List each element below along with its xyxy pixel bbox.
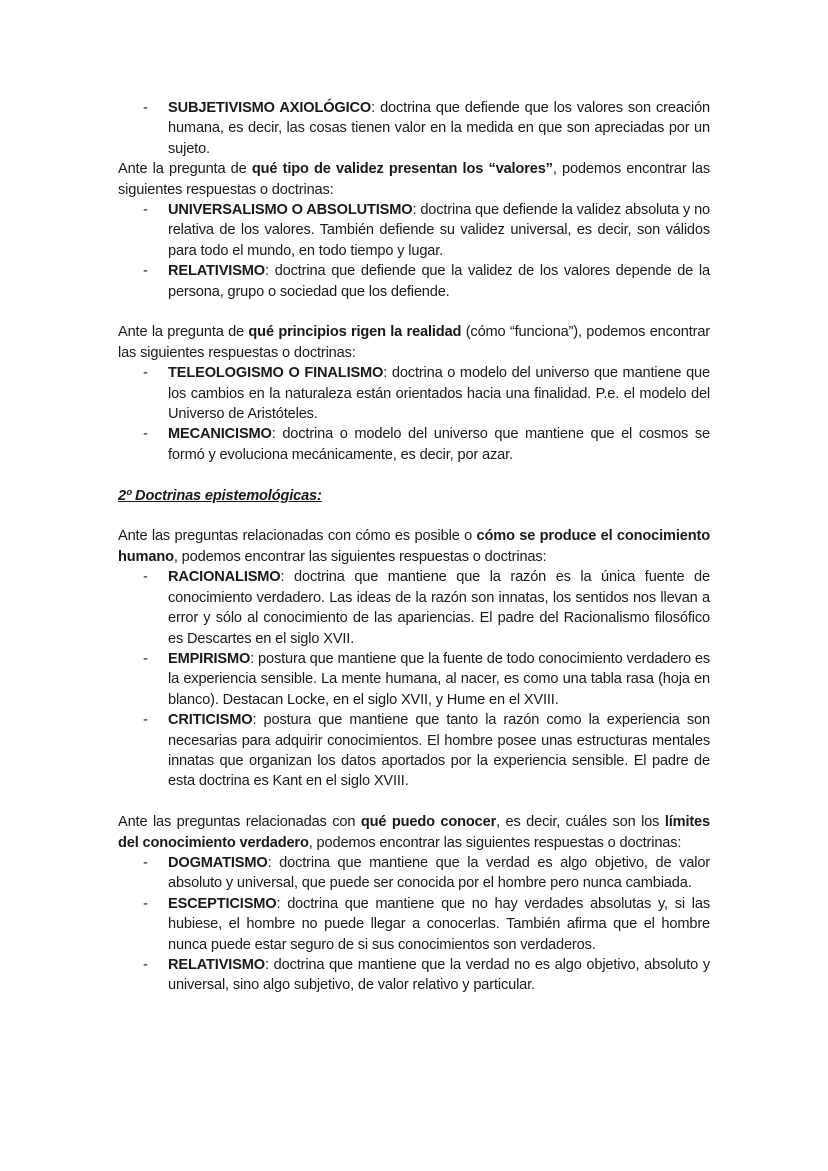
doctrine-item-teleologismo: [118, 363, 710, 424]
doctrine-description: : postura que mantiene que la fuente de todo conocimiento verdadero es la experiencia sensible. La mente humana, al nacer, es como una tabla rasa (hoja en blanco). Destacan Locke, en el siglo XVII, y Hume en el XVIII.: [168, 650, 710, 708]
spacer: [118, 302, 710, 322]
doctrine-item-universalismo: [118, 200, 710, 261]
spacer: [118, 465, 710, 485]
spacer: [118, 792, 710, 812]
spacer: [118, 506, 710, 526]
doctrine-description: : doctrina que mantiene que la verdad no es algo objetivo, absoluto y universal, sino algo subjetivo, de valor relativo y particular.: [168, 957, 710, 994]
section-heading: 2º Doctrinas epistemológicas:: [118, 487, 322, 504]
doctrine-description: : doctrina que defiende que la validez de los valores depende de la persona, grupo o sociedad que los defiende.: [168, 263, 710, 300]
doctrine-term: CRITICISMO: [168, 712, 253, 729]
bullet-dash: -: [143, 202, 148, 219]
bullet-dash: -: [143, 650, 148, 667]
bullet-dash: -: [143, 426, 148, 443]
bullet-dash: -: [143, 100, 148, 116]
doctrine-term: TELEOLOGISMO O FINALISMO: [168, 365, 384, 382]
doctrine-term: MECANICISMO: [168, 426, 272, 443]
doctrine-description: : doctrina que defiende que los valores son creación humana, es decir, las cosas tienen valor en la medida en que son apreciadas por un sujeto.: [168, 100, 711, 157]
doctrine-item-escepticismo: [118, 894, 710, 955]
bullet-dash: -: [143, 569, 148, 586]
intro-principios-paragraph: [118, 322, 710, 363]
doctrine-term: RACIONALISMO: [168, 569, 281, 586]
doctrine-item-relativismo-valores: [118, 261, 710, 302]
paragraph-text: Ante la pregunta de: [118, 161, 252, 178]
paragraph-emphasis: cómo se produce el conocimiento humano: [118, 528, 710, 565]
paragraph-emphasis: límites del conocimiento verdadero: [118, 814, 710, 851]
doctrine-item-empirismo: [118, 649, 710, 710]
doctrine-item-subjetivismo: [118, 98, 710, 159]
conocimiento-list: [118, 567, 710, 791]
limites-list: [118, 853, 710, 996]
doctrine-term: RELATIVISMO: [168, 263, 265, 280]
doctrine-description: : doctrina que mantiene que la razón es la única fuente de conocimiento verdadero. Las ideas de la razón son innatas, los sentidos nos llevan a error y sólo al conocimiento de las apariencias. El padre del Racionalismo filosófico es Descartes en el siglo XVII.: [168, 569, 710, 647]
paragraph-text: , podemos encontrar las siguientes respuestas o doctrinas:: [308, 834, 682, 851]
doctrine-term: DOGMATISMO: [168, 854, 268, 871]
intro-limites-paragraph: [118, 812, 710, 853]
validez-list: [118, 200, 710, 302]
axiological-list: [118, 98, 710, 159]
doctrine-description: : postura que mantiene que tanto la razón como la experiencia son necesarias para adquirir conocimientos. El hombre posee unas estructuras mentales innatas que organizan los datos aportados por la experiencia sensible. El padre de esta doctrina es Kant en el siglo XVIII.: [168, 712, 710, 790]
paragraph-text: (cómo “funciona”), podemos encontrar las siguientes respuestas o doctrinas:: [118, 324, 710, 361]
doctrine-description: : doctrina o modelo del universo que mantiene que el cosmos se formó y evoluciona mecánicamente, es decir, por azar.: [168, 426, 710, 463]
paragraph-emphasis: qué puedo conocer: [360, 814, 497, 831]
doctrine-term: SUBJETIVISMO AXIOLÓGICO: [168, 100, 372, 116]
document-page: [118, 98, 710, 996]
paragraph-text: Ante la pregunta de: [118, 324, 249, 341]
doctrine-term: EMPIRISMO: [168, 650, 251, 667]
bullet-dash: -: [143, 365, 148, 382]
doctrine-item-relativismo-verdad: [118, 955, 710, 996]
doctrine-description: : doctrina o modelo del universo que mantiene que los cambios en la naturaleza están orientados hacia una finalidad. P.e. el modelo del Universo de Aristóteles.: [168, 365, 710, 423]
paragraph-emphasis: qué tipo de validez presentan los “valores”: [251, 161, 553, 178]
bullet-dash: -: [143, 895, 148, 912]
bullet-dash: -: [143, 712, 148, 729]
paragraph-text: Ante las preguntas relacionadas con: [118, 814, 361, 831]
paragraph-text: , es decir, cuáles son los: [496, 814, 665, 831]
doctrine-item-mecanicismo: [118, 424, 710, 465]
doctrine-item-racionalismo: [118, 567, 710, 649]
principios-list: [118, 363, 710, 465]
doctrine-description: : doctrina que defiende la validez absoluta y no relativa de los valores. También defiende su validez universal, es decir, son válidos para todo el mundo, en todo tiempo y lugar.: [168, 202, 710, 259]
doctrine-term: ESCEPTICISMO: [168, 895, 277, 912]
bullet-dash: -: [143, 957, 148, 973]
paragraph-text: Ante las preguntas relacionadas con cómo es posible o: [118, 528, 477, 545]
doctrine-description: : doctrina que mantiene que la verdad es algo objetivo, de valor absoluto y universal, que puede ser conocida por el hombre pero nunca cambiada.: [168, 854, 710, 892]
paragraph-text: , podemos encontrar las siguientes respuestas o doctrinas:: [173, 548, 547, 565]
paragraph-emphasis: qué principios rigen la realidad: [248, 324, 462, 341]
paragraph-text: , podemos encontrar las siguientes respuestas o doctrinas:: [118, 161, 710, 198]
doctrine-description: : doctrina que mantiene que no hay verdades absolutas y, si las hubiese, el hombre no puede llegar a conocerlas. También afirma que el hombre nunca puede estar seguro de si sus conocimientos son verdaderos.: [168, 895, 710, 953]
bullet-dash: -: [143, 854, 148, 871]
doctrine-term: RELATIVISMO: [168, 957, 265, 973]
intro-conocimiento-paragraph: [118, 526, 710, 567]
bullet-dash: -: [143, 263, 148, 280]
doctrine-item-dogmatismo: [118, 853, 710, 894]
intro-validez-paragraph: [118, 159, 710, 200]
doctrine-item-criticismo: [118, 710, 710, 792]
doctrine-term: UNIVERSALISMO O ABSOLUTISMO: [168, 202, 413, 219]
